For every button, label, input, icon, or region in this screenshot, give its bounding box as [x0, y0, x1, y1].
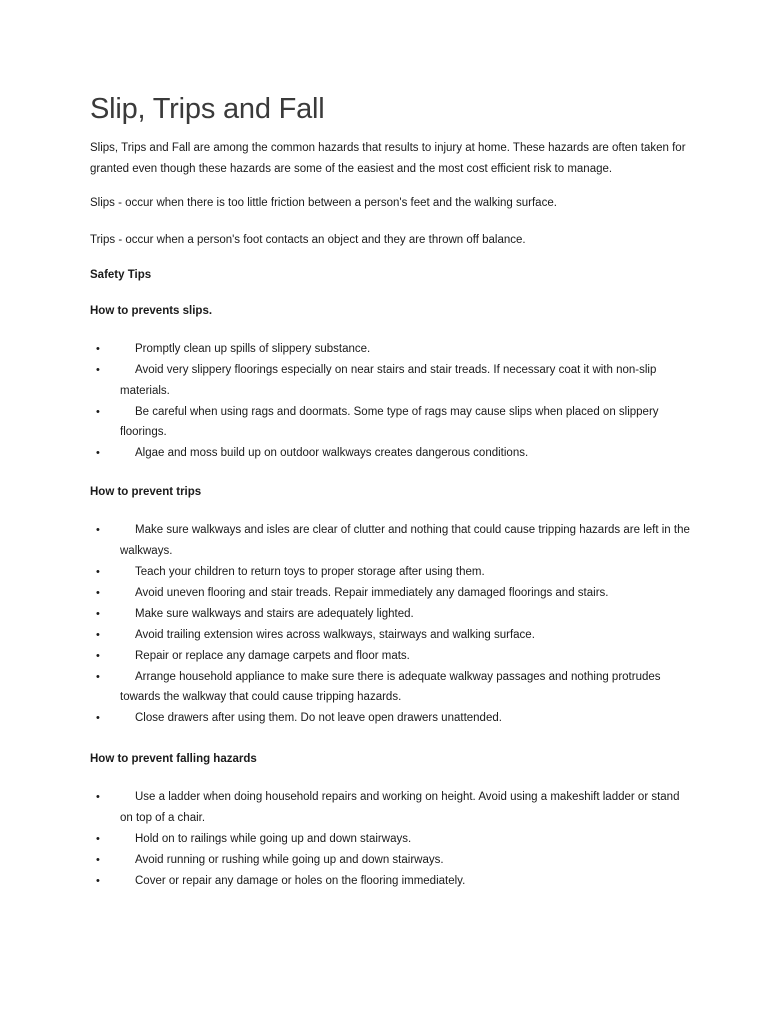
- list-item-text: Promptly clean up spills of slippery substance.: [135, 343, 371, 355]
- list-item-text: Be careful when using rags and doormats. Some type of rags may cause slips when placed on slippery floorings.: [120, 405, 659, 438]
- safety-tips-heading: Safety Tips: [90, 269, 152, 281]
- list-item: [90, 604, 690, 625]
- falling-list: [90, 787, 690, 892]
- slips-list: [90, 339, 690, 464]
- list-item: [90, 339, 690, 360]
- list-item-text: Cover or repair any damage or holes on the flooring immediately.: [135, 874, 466, 887]
- bullet-icon: •: [96, 607, 100, 620]
- list-item: [90, 625, 690, 646]
- list-item-text: Hold on to railings while going up and down stairways.: [135, 832, 412, 845]
- list-item: [90, 829, 690, 850]
- list-item-text: Avoid trailing extension wires across walkways, stairways and walking surface.: [135, 628, 535, 641]
- bullet-icon: •: [96, 874, 100, 887]
- bullet-icon: •: [96, 586, 100, 599]
- bullet-icon: •: [96, 364, 100, 376]
- bullet-icon: •: [96, 447, 100, 459]
- trips-list: [90, 520, 690, 729]
- bullet-icon: •: [96, 832, 100, 845]
- bullet-icon: •: [96, 565, 100, 578]
- list-item: [90, 402, 690, 443]
- list-item: [90, 787, 690, 828]
- slips-definition: Slips - occur when there is too little friction between a person's feet and the walking surface.: [90, 197, 557, 209]
- list-item-text: Avoid very slippery floorings especially on near stairs and stair treads. If necessary coat it with non-slip materials.: [120, 364, 657, 397]
- bullet-icon: •: [96, 649, 100, 662]
- intro-paragraph: Slips, Trips and Fall are among the common hazards that results to injury at home. These hazards are often taken for granted even though these hazards are some of the easiest and the most cost efficient risk to manage.: [90, 142, 686, 175]
- list-item: [90, 583, 690, 604]
- list-item: [90, 667, 690, 708]
- bullet-icon: •: [96, 712, 100, 724]
- section-heading-slips: How to prevents slips.: [90, 305, 213, 317]
- list-item: [90, 520, 690, 561]
- section-heading-falling: How to prevent falling hazards: [90, 753, 257, 765]
- bullet-icon: •: [96, 791, 100, 803]
- trips-definition: Trips - occur when a person's foot contacts an object and they are thrown off balance.: [90, 234, 526, 246]
- bullet-icon: •: [96, 853, 100, 866]
- list-item: [90, 562, 690, 583]
- list-item-text: Close drawers after using them. Do not leave open drawers unattended.: [135, 712, 502, 724]
- bullet-icon: •: [96, 628, 100, 641]
- section-heading-trips: How to prevent trips: [90, 486, 202, 498]
- page-title: Slip, Trips and Fall: [90, 93, 325, 125]
- list-item-text: Teach your children to return toys to proper storage after using them.: [135, 565, 485, 578]
- list-item-text: Repair or replace any damage carpets and floor mats.: [135, 649, 410, 662]
- list-item-text: Make sure walkways and isles are clear of clutter and nothing that could cause tripping hazards are left in the walkways.: [120, 524, 690, 557]
- list-item-text: Make sure walkways and stairs are adequately lighted.: [135, 607, 414, 620]
- bullet-icon: •: [96, 524, 100, 536]
- list-item: [90, 708, 690, 729]
- bullet-icon: •: [96, 343, 100, 355]
- bullet-icon: •: [96, 670, 100, 683]
- list-item: [90, 443, 690, 464]
- list-item: [90, 850, 690, 871]
- list-item-text: Arrange household appliance to make sure there is adequate walkway passages and nothing protrudes towards the walkway that could cause tripping hazards.: [120, 670, 661, 703]
- list-item-text: Use a ladder when doing household repairs and working on height. Avoid using a makeshift ladder or stand on top of a chair.: [120, 791, 680, 824]
- list-item-text: Avoid running or rushing while going up and down stairways.: [135, 853, 444, 866]
- list-item: [90, 360, 690, 401]
- bullet-icon: •: [96, 405, 100, 418]
- list-item: [90, 871, 690, 892]
- list-item-text: Avoid uneven flooring and stair treads. Repair immediately any damaged floorings and stairs.: [135, 586, 609, 599]
- list-item-text: Algae and moss build up on outdoor walkways creates dangerous conditions.: [135, 447, 529, 459]
- list-item: [90, 646, 690, 667]
